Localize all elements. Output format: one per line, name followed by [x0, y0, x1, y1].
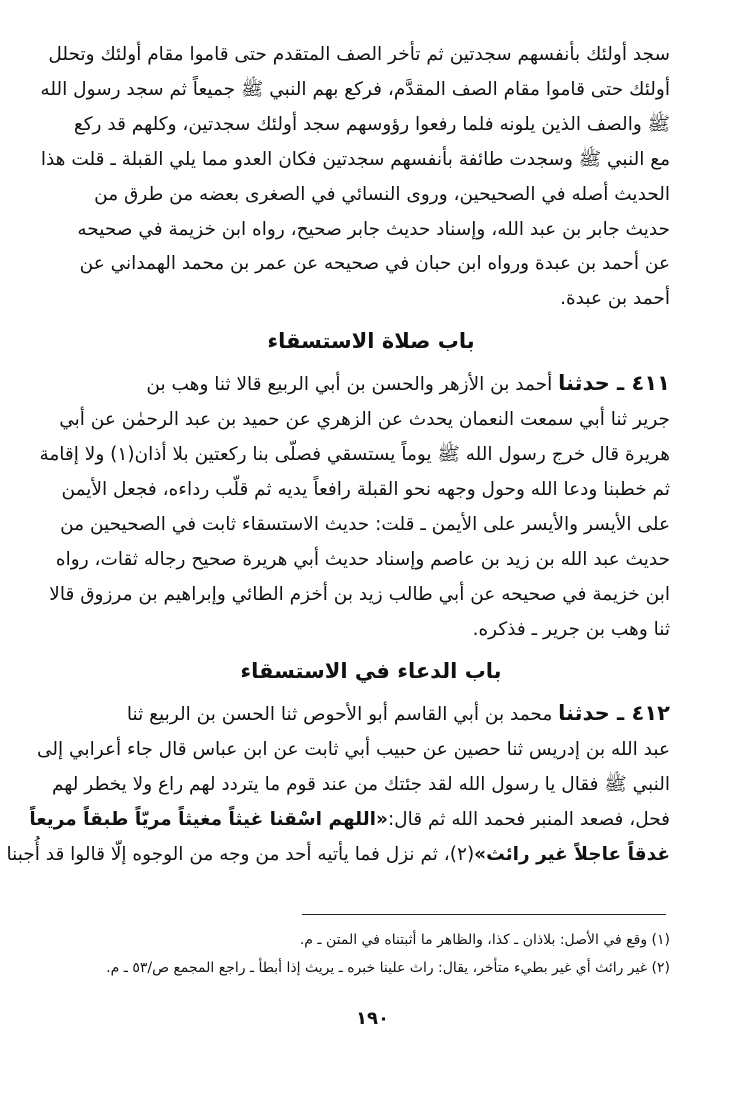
- section-heading-istisqa: باب صلاة الاستسقاء: [267, 329, 475, 354]
- text-segment: (٢)، ثم نزل فما يأتيه أحد من وجه من الوجوه إلّا قالوا قد أُجبنا: [6, 843, 475, 865]
- page-number: ١٩٠: [356, 1008, 389, 1029]
- text-line: ثم خطبنا ودعا الله وحول وجهه نحو القبلة رافعاً يديه ثم قلّب رداءه، فجعل الأيمن: [61, 478, 670, 500]
- text-line: جرير ثنا أبي سمعت النعمان يحدث عن الزهري عن حميد بن عبد الرحمٰن عن أبي: [59, 409, 670, 431]
- text-line: أحمد بن عبدة.: [560, 288, 670, 310]
- main-text: [6, 38, 670, 873]
- hadith-411-first-line: [72, 366, 670, 403]
- text-line: سجد أولئك بأنفسهم سجدتين ثم تأخر الصف المتقدم حتى قاموا مقام أولئك وتحلل: [48, 44, 670, 65]
- text-line: الحديث أصله في الصحيحين، وروى النسائي في الصغرى بعضه من طرق من: [94, 183, 670, 205]
- footnote-1: (١) وقع في الأصل: بلاذان ـ كذا، والظاهر ما أثبتناه في المتن ـ م.: [299, 932, 670, 948]
- text-segment: فحل، فصعد المنبر فحمد الله ثم قال:: [387, 809, 670, 831]
- footnote-2: (٢) غير رائث أي غير بطيء متأخر، يقال: راث علينا خبره ـ يريث إذا أبطأ ـ راجع المجمع ص/٥٣ ـ م.: [106, 960, 670, 976]
- hadith-number: ٤١٢ ـ حدثنا: [558, 701, 670, 726]
- text-line: عبد الله بن إدريس ثنا حصين عن حبيب أبي ثابت عن ابن عباس قال جاء أعرابي إلى: [36, 739, 670, 761]
- hadith-number: ٤١١ ـ حدثنا: [558, 371, 670, 396]
- text-line: ابن خزيمة في صحيحه عن أبي طالب زيد بن أخزم الطائي وإبراهيم بن مرزوق قالا: [49, 583, 670, 605]
- hadith-412-first-line: [72, 696, 670, 733]
- text-line: أولئك حتى قاموا مقام الصف المقدَّم، فركع بهم النبي ﷺ جميعاً ثم سجد رسول الله: [40, 78, 670, 100]
- section-heading-dua: باب الدعاء في الاستسقاء: [240, 659, 502, 684]
- hadith-text: أحمد بن الأزهر والحسن بن أبي الربيع قالا ثنا وهب بن: [146, 374, 559, 396]
- text-line: مع النبي ﷺ وسجدت طائفة بأنفسهم سجدتين فكان العدو مما يلي القبلة ـ قلت هذا: [40, 148, 670, 170]
- dua-text: «اللهم اسْقنا غيثاً مغيثاً مريّاً طبقاً مريعاً: [29, 809, 388, 831]
- text-line: هريرة قال خرج رسول الله ﷺ يوماً يستسقي فصلّى بنا ركعتين بلا أذان(١) ولا إقامة: [39, 443, 670, 465]
- dua-text: غدقاً عاجلاً غير رائث»: [474, 843, 670, 865]
- text-line: حديث جابر بن عبد الله، وإسناد حديث جابر صحيح، رواه ابن خزيمة في صحيحه: [77, 218, 670, 240]
- footnote-divider: [302, 914, 666, 915]
- text-line: حديث عبد الله بن زيد بن عاصم وإسناد حديث أبي هريرة صحيح رجاله ثقات، رواه: [55, 548, 670, 570]
- text-line: ﷺ والصف الذين يلونه فلما رفعوا رؤوسهم سجد أولئك سجدتين، وكلهم قد ركع: [73, 113, 670, 135]
- text-line: ثنا وهب بن جرير ـ فذكره.: [472, 618, 670, 640]
- hadith-text: محمد بن أبي القاسم أبو الأحوص ثنا الحسن بن الربيع ثنا: [126, 704, 559, 726]
- text-line: عن أحمد بن عبدة ورواه ابن حبان في صحيحه عن عمر بن محمد الهمداني عن: [79, 253, 670, 275]
- footnotes: [72, 926, 670, 982]
- text-line: النبي ﷺ فقال يا رسول الله لقد جئتك من عند قوم ما يتردد لهم راع ولا يخطر لهم: [51, 774, 670, 796]
- text-line: [6, 838, 670, 873]
- text-line: على الأيسر والأيسر على الأيمن ـ قلت: حديث الاستسقاء ثابت في الصحيحين من: [60, 513, 670, 535]
- book-page: [0, 38, 745, 1078]
- text-line: [29, 803, 670, 838]
